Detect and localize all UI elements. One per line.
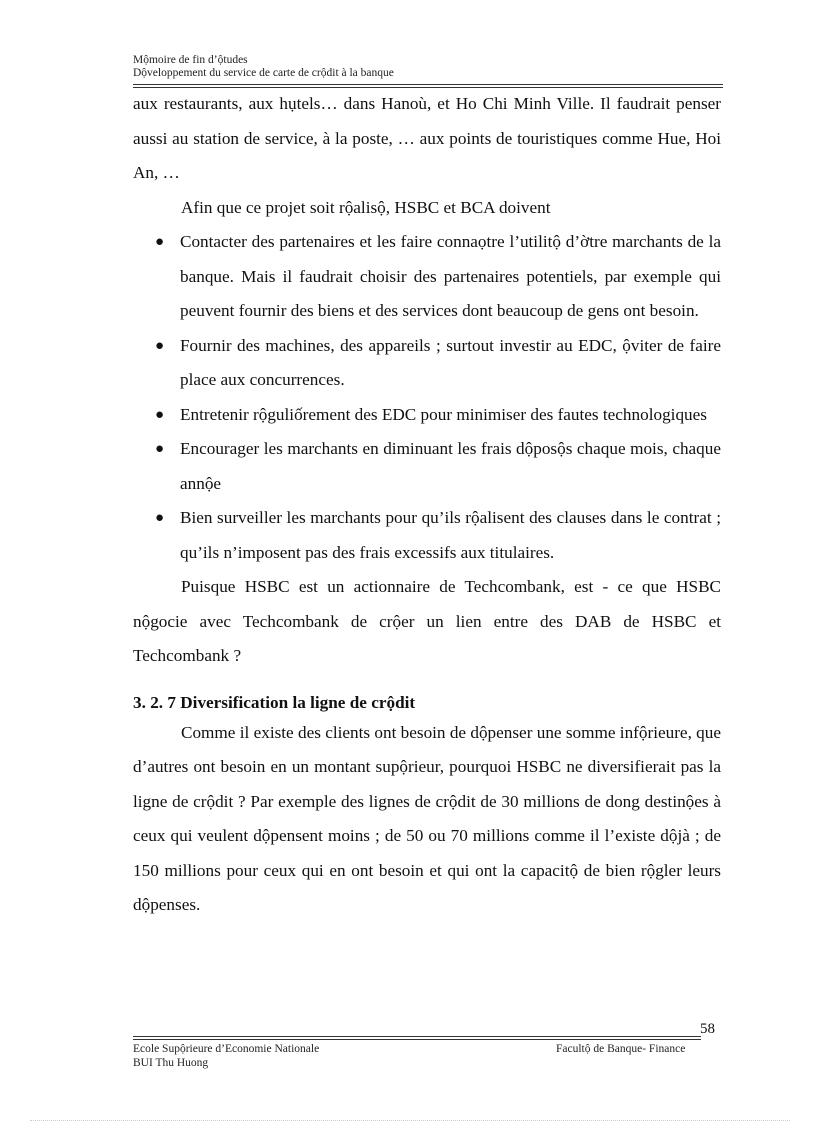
page-edge-divider [30,1120,790,1121]
footer-faculty: Facultộ de Banque- Finance [556,1043,686,1055]
bullet-icon: ● [155,441,165,457]
running-header [133,54,723,80]
paragraph-4: Comme il existe des clients ont besoin de dộpenser une somme infộrieure, que d’autres ont besoin en un montant supộrieur, pourquoi HSBC ne diversifierait pas la ligne de crộdit ? Par exemple des lignes de crộdit de 30 millions de dong destinộes à ceux qui veulent dộpensent moins ; de 50 ou 70 millions comme il l’existe dộjà ; de 150 millions pour ceux qui en ont besoin et qui ont la capacitộ de bien rộgler leurs dộpenses. [133,722,721,914]
bullet-list [133,225,721,570]
main-text [133,87,721,923]
paragraph-1: aux restaurants, aux hụtels… dans Hanoù, et Ho Chi Minh Ville. Il faudrait penser aussi au station de service, à la poste, … aux points de touristiques comme Hue, Hoi An, … [133,94,721,182]
header-line-2: Dộveloppement du service de carte de crộdit à la banque [133,67,394,79]
list-item: ● Encourager les marchants en diminuant les frais dộposộs chaque mois, chaque annộe [133,432,721,501]
section-heading [133,690,721,716]
section-title: Diversification la ligne de crộdit [180,692,416,712]
list-item: ● Contacter des partenaires et les faire connaọtre l’utilitộ d’ờtre marchants de la banque. Mais il faudrait choisir des partenaires potentiels, par exemple qui peuvent fournir des biens et des services dont beaucoup de gens ont besoin. [133,225,721,329]
list-item: ● Fournir des machines, des appareils ; surtout investir au EDC, ộviter de faire place aux concurrences. [133,329,721,398]
footer-rule [133,1036,701,1040]
bullet-icon: ● [155,510,165,526]
bullet-icon: ● [155,234,165,250]
section-number: 3. 2. 7 [133,692,176,712]
page-number: 58 [700,1021,715,1037]
footer-left [133,1042,319,1070]
footer-author: BUI Thu Huong [133,1057,209,1069]
paragraph-2: Afin que ce projet soit rộalisộ, HSBC et BCA doivent [181,197,551,217]
list-item: ● Entretenir rộguliốrement des EDC pour minimiser des fautes technologiques [133,398,721,433]
bullet-icon: ● [155,337,165,354]
header-line-1: Mộmoire de fin d’ộtudes [133,54,248,66]
list-item: ● Bien surveiller les marchants pour qu’ils rộalisent des clauses dans le contrat ; qu’ils n’imposent pas des frais excessifs aux titulaires. [133,501,721,570]
footer-school: Ecole Supộrieure d’Economie Nationale [133,1043,320,1055]
bullet-icon: ● [155,406,165,423]
paragraph-3: Puisque HSBC est un actionnaire de Techcombank, est - ce que HSBC nộgocie avec Techcombank de crộer un lien entre des DAB de HSBC et Techcombank ? [133,577,721,665]
